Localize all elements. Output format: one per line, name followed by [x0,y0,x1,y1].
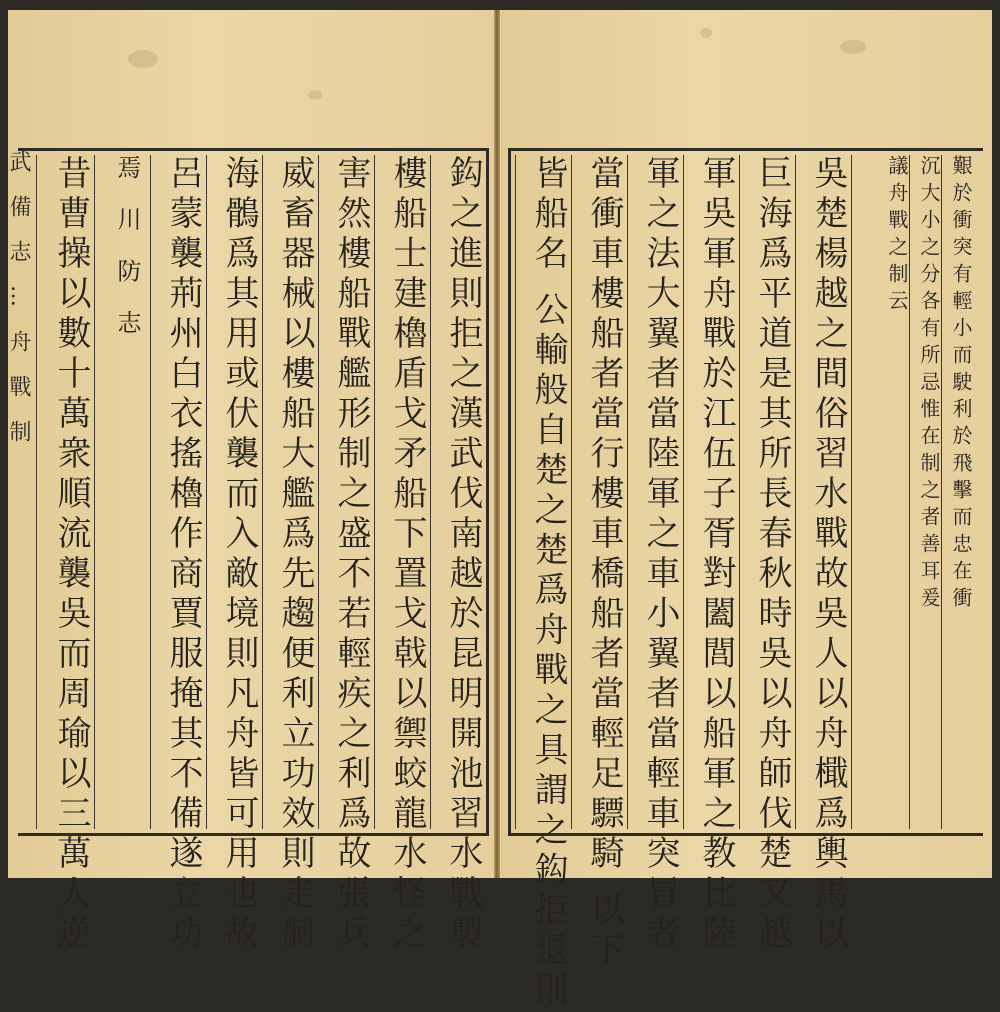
stain [700,28,712,38]
text-column: 當衝車樓船者當行樓車橋船者當輕足驃騎 以下 [571,155,626,829]
spine-title: 武 備 志 … 舟 戰 制 [6,150,31,450]
text-column: 議舟戰之制云 [851,155,908,829]
text-column: 皆船名 公輸般自楚之楚爲舟戰之具謂之鈎拒退則 [515,155,570,829]
text-column: 樓船士建櫓盾戈矛船下置戈戟以禦蛟龍水怪之 [374,155,429,829]
text-column: 焉 川 防 志 [94,155,149,829]
text-column: 鈎之進則拒之漢武伐南越於昆明開池習水戰製 [430,155,485,829]
stain [308,90,322,100]
stain [128,50,158,68]
text-column: 威畜器械以樓船大艦爲先趨便利立功效則走舸 [262,155,317,829]
text-column: 軍吳軍舟戰於江伍子胥對闔閭以船軍之教比陸 [683,155,738,829]
book-spread [6,10,992,1012]
text-column: 艱於衝突有輕小而駛利於飛擊而忠在衝 [941,155,972,829]
text-column: 呂蒙襲荊州白衣搖櫓作商賈服掩其不備遂立功 [150,155,205,829]
left-page [6,10,494,955]
text-column: 害然樓船戰艦形制之盛不若輕疾之利爲故張兵 [318,155,373,829]
right-text-frame [508,148,983,1012]
text-column: 吳楚楊越之間俗習水戰故吳人以舟檝爲輿馬以 [795,155,850,829]
text-column: 海鶻爲其用或伏襲而入敵境則凡舟皆可用也故 [206,155,261,829]
text-column: 軍之法大翼者當陸軍之車小翼者當輕車突冒者 [627,155,682,829]
text-column: 沉大小之分各有所忌惟在制之者善耳爰 [909,155,940,829]
left-text-frame [18,148,489,955]
stain [840,40,866,54]
right-page [500,10,992,1012]
text-column: 昔曹操以數十萬衆順流襲吳而周瑜以三萬人逆 [36,155,93,829]
text-column: 巨海爲平道是其所長春秋時吳以舟師伐楚又越 [739,155,794,829]
